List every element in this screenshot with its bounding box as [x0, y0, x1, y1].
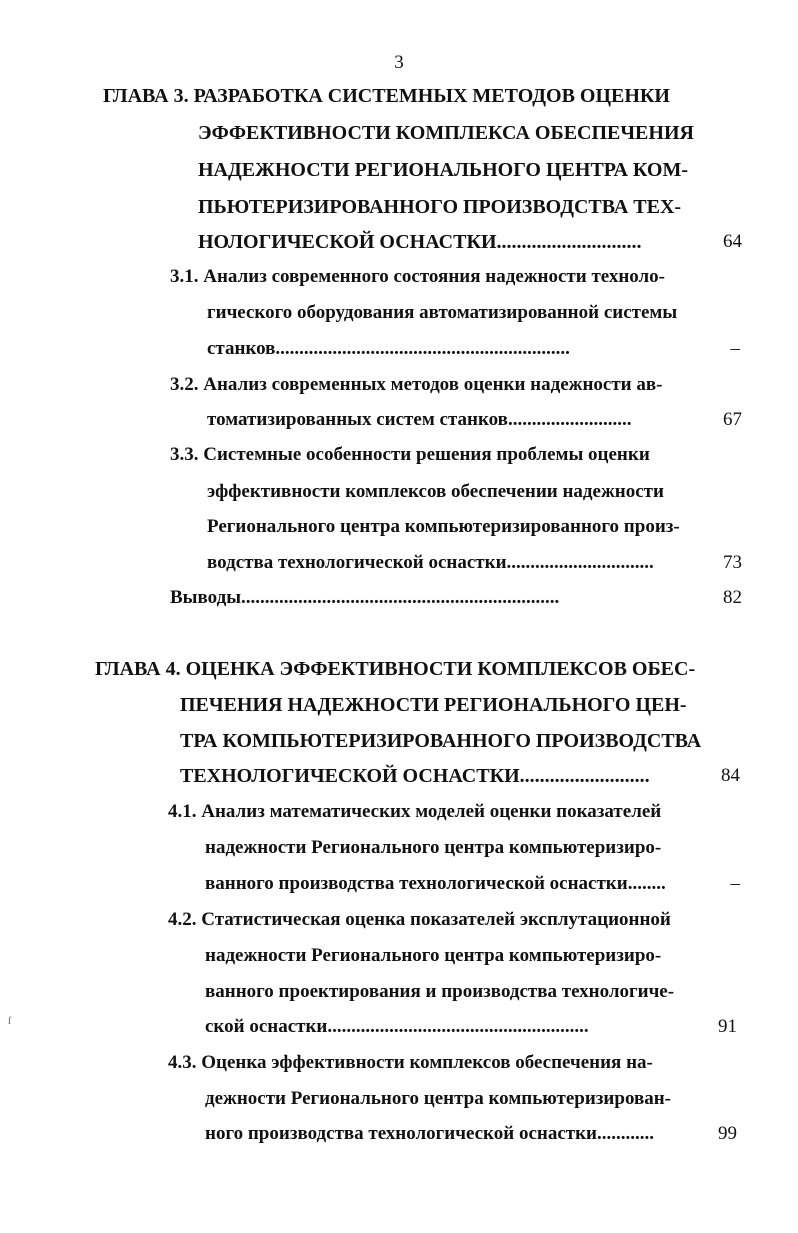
- section-4-3-page: 99: [718, 1123, 737, 1144]
- section-4-3-line-1: 4.3. Оценка эффективности комплексов обеспечения на-: [168, 1052, 653, 1073]
- section-3-3-line-3: Регионального центра компьютеризированного произ-: [207, 516, 680, 537]
- section-3-3-page: 73: [723, 552, 742, 573]
- section-4-2-line-2: надежности Регионального центра компьютеризиро-: [205, 945, 662, 966]
- page-number: 3: [394, 52, 404, 73]
- section-3-2-page: 67: [723, 409, 742, 430]
- margin-mark: ſ: [8, 1016, 11, 1027]
- chapter3-title-line-1: ГЛАВА 3. РАЗРАБОТКА СИСТЕМНЫХ МЕТОДОВ ОЦЕНКИ: [103, 85, 670, 107]
- section-3-3-line-1: 3.3. Системные особенности решения проблемы оценки: [170, 444, 650, 465]
- chapter3-page: 64: [723, 231, 742, 252]
- section-4-2-page: 91: [718, 1016, 737, 1037]
- section-4-1-line-2: надежности Регионального центра компьютеризиро-: [205, 837, 662, 858]
- chapter3-title-line-4: ПЬЮТЕРИЗИРОВАННОГО ПРОИЗВОДСТВА ТЕХ-: [198, 196, 682, 218]
- section-4-2-line-3: ванного проектирования и производства технологиче-: [205, 981, 675, 1002]
- section-3-1-page: –: [730, 338, 740, 359]
- section-4-3-line-3: ного производства технологической оснастки............: [205, 1123, 654, 1144]
- section-4-2-line-4: ской оснастки.......................................................: [205, 1016, 589, 1037]
- section-3-2-line-1: 3.2. Анализ современных методов оценки надежности ав-: [170, 374, 663, 395]
- section-3-1-line-3: станков..............................................................: [207, 338, 570, 359]
- section-3-1-line-2: гического оборудования автоматизированной системы: [207, 302, 678, 323]
- section-4-1-line-1: 4.1. Анализ математических моделей оценки показателей: [168, 801, 662, 822]
- chapter3-title-line-5: НОЛОГИЧЕСКОЙ ОСНАСТКИ.............................: [198, 231, 642, 253]
- section-4-2-line-1: 4.2. Статистическая оценка показателей эксплутационной: [168, 909, 671, 930]
- section-3-1-line-1: 3.1. Анализ современного состояния надежности техноло-: [170, 266, 666, 287]
- chapter3-title-line-3: НАДЕЖНОСТИ РЕГИОНАЛЬНОГО ЦЕНТРА КОМ-: [198, 159, 688, 181]
- conclusions-line: Выводы...................................................................: [170, 587, 560, 608]
- chapter3-title-line-2: ЭФФЕКТИВНОСТИ КОМПЛЕКСА ОБЕСПЕЧЕНИЯ: [198, 122, 694, 144]
- chapter4-title-line-4: ТЕХНОЛОГИЧЕСКОЙ ОСНАСТКИ..........................: [180, 765, 650, 787]
- section-4-1-line-3: ванного производства технологической оснастки........: [205, 873, 666, 894]
- section-4-1-page: –: [730, 873, 740, 894]
- conclusions-page: 82: [723, 587, 742, 608]
- chapter4-title-line-3: ТРА КОМПЬЮТЕРИЗИРОВАННОГО ПРОИЗВОДСТВА: [180, 730, 702, 752]
- section-3-3-line-4: водства технологической оснастки...............................: [207, 552, 654, 573]
- chapter4-title-line-1: ГЛАВА 4. ОЦЕНКА ЭФФЕКТИВНОСТИ КОМПЛЕКСОВ ОБЕС-: [95, 658, 696, 680]
- chapter4-page: 84: [721, 765, 740, 786]
- section-3-3-line-2: эффективности комплексов обеспечении надежности: [207, 481, 664, 502]
- section-4-3-line-2: дежности Регионального центра компьютеризирован-: [205, 1088, 672, 1109]
- chapter4-title-line-2: ПЕЧЕНИЯ НАДЕЖНОСТИ РЕГИОНАЛЬНОГО ЦЕН-: [180, 694, 687, 716]
- section-3-2-line-2: томатизированных систем станков..........................: [207, 409, 632, 430]
